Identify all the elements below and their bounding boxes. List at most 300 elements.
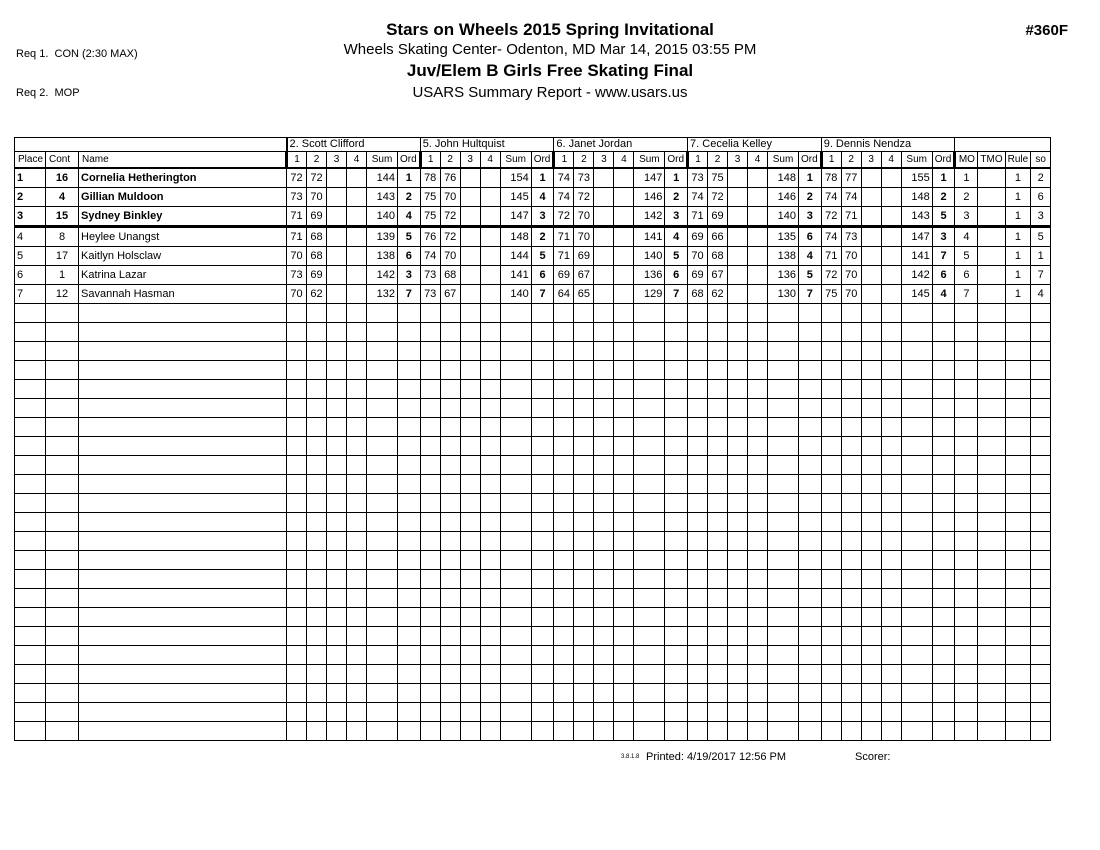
header-spacer-left	[15, 138, 287, 152]
cell-score	[460, 513, 480, 532]
cell-sum	[634, 513, 665, 532]
cell-score	[728, 418, 748, 437]
cell-sum	[768, 646, 799, 665]
cell-so	[1031, 475, 1051, 494]
cell-score	[574, 304, 594, 323]
cell-sum	[768, 437, 799, 456]
cell-score	[347, 168, 367, 188]
cell-score	[347, 703, 367, 722]
cell-score	[594, 418, 614, 437]
cell-score	[688, 703, 708, 722]
cell-name	[79, 627, 287, 646]
results-table	[14, 137, 1051, 741]
cell-so: 3	[1031, 207, 1051, 227]
cell-score: 69	[688, 266, 708, 285]
cell-score	[460, 247, 480, 266]
cell-sum: 140	[768, 207, 799, 227]
cell-so: 4	[1031, 285, 1051, 304]
cell-score	[688, 513, 708, 532]
cell-score: 69	[307, 207, 327, 227]
cell-score	[594, 570, 614, 589]
cell-tmo	[978, 608, 1005, 627]
cell-score	[881, 665, 901, 684]
cell-score	[861, 494, 881, 513]
cell-ord	[932, 627, 955, 646]
cell-score	[821, 570, 841, 589]
cell-score	[307, 456, 327, 475]
cell-score	[287, 684, 307, 703]
cell-score	[594, 608, 614, 627]
cell-tmo	[978, 722, 1005, 741]
cell-ord: 3	[932, 227, 955, 247]
cell-sum	[634, 323, 665, 342]
cell-score	[554, 703, 574, 722]
cell-rule	[1005, 551, 1031, 570]
cell-so	[1031, 703, 1051, 722]
cell-sum	[901, 323, 932, 342]
cell-sum	[500, 361, 531, 380]
cell-score	[327, 513, 347, 532]
cell-mo: 3	[955, 207, 978, 227]
cell-sum	[367, 684, 398, 703]
cell-sum: 143	[901, 207, 932, 227]
cell-place	[15, 627, 46, 646]
cell-ord	[799, 722, 822, 741]
cell-mo	[955, 722, 978, 741]
cell-score	[327, 494, 347, 513]
cell-score	[307, 418, 327, 437]
cell-name: Gillian Muldoon	[79, 188, 287, 207]
cell-score	[594, 646, 614, 665]
cell-score	[728, 342, 748, 361]
cell-score	[594, 266, 614, 285]
cell-sum	[500, 323, 531, 342]
cell-score	[594, 168, 614, 188]
cell-score: 73	[688, 168, 708, 188]
cell-sum	[500, 684, 531, 703]
cell-rule	[1005, 304, 1031, 323]
cell-sum: 129	[634, 285, 665, 304]
cell-score	[881, 494, 901, 513]
cell-score	[861, 551, 881, 570]
cell-score	[821, 551, 841, 570]
cell-score	[307, 589, 327, 608]
cell-ord	[665, 722, 688, 741]
cell-rule: 1	[1005, 207, 1031, 227]
cell-sum	[634, 475, 665, 494]
cell-score	[420, 513, 440, 532]
cell-sum	[634, 437, 665, 456]
cell-score	[708, 627, 728, 646]
cell-score	[594, 323, 614, 342]
cell-sum	[768, 570, 799, 589]
cell-ord: 5	[398, 227, 421, 247]
cell-ord	[398, 684, 421, 703]
cell-score	[614, 665, 634, 684]
cell-score	[748, 247, 768, 266]
cell-score	[748, 551, 768, 570]
cell-score	[861, 722, 881, 741]
judge-name: 6. Janet Jordan	[554, 138, 688, 152]
column-header-row	[15, 152, 1051, 169]
cell-score	[440, 551, 460, 570]
empty-row	[15, 684, 1051, 703]
cell-ord	[932, 703, 955, 722]
cell-ord	[665, 646, 688, 665]
cell-score	[480, 551, 500, 570]
cell-score	[440, 532, 460, 551]
empty-row	[15, 399, 1051, 418]
cell-score	[748, 168, 768, 188]
cell-score	[574, 380, 594, 399]
cell-mo	[955, 532, 978, 551]
cell-ord	[531, 665, 554, 684]
cell-sum	[901, 494, 932, 513]
cell-score	[480, 304, 500, 323]
cell-sum	[901, 513, 932, 532]
cell-score	[861, 665, 881, 684]
cell-score	[347, 684, 367, 703]
cell-score: 74	[554, 188, 574, 207]
cell-score	[554, 380, 574, 399]
cell-ord: 2	[799, 188, 822, 207]
cell-place	[15, 589, 46, 608]
cell-sum: 155	[901, 168, 932, 188]
cell-score	[307, 608, 327, 627]
cell-score	[708, 646, 728, 665]
cell-score	[287, 608, 307, 627]
cell-score	[861, 627, 881, 646]
cell-score: 71	[688, 207, 708, 227]
cell-score	[287, 418, 307, 437]
cell-ord	[799, 589, 822, 608]
cell-sum	[634, 665, 665, 684]
cell-sum	[901, 551, 932, 570]
cell-score	[440, 494, 460, 513]
cell-score	[708, 513, 728, 532]
cell-rule	[1005, 665, 1031, 684]
cell-sum	[901, 646, 932, 665]
cell-ord	[398, 399, 421, 418]
cell-score	[748, 188, 768, 207]
cell-score	[480, 285, 500, 304]
cell-score	[480, 513, 500, 532]
cell-score	[420, 323, 440, 342]
header-judge-col: Ord	[665, 152, 688, 169]
cell-so: 5	[1031, 227, 1051, 247]
cell-score: 72	[554, 207, 574, 227]
cell-score	[728, 608, 748, 627]
cell-ord	[665, 703, 688, 722]
cell-score	[594, 399, 614, 418]
cell-score	[480, 722, 500, 741]
judge-name: 2. Scott Clifford	[287, 138, 421, 152]
header-judge-col: 4	[347, 152, 367, 169]
cell-score	[554, 551, 574, 570]
cell-score	[708, 532, 728, 551]
cell-score	[554, 684, 574, 703]
cell-score	[881, 703, 901, 722]
cell-score: 71	[821, 247, 841, 266]
cell-cont	[46, 494, 79, 513]
cell-sum	[634, 703, 665, 722]
cell-ord	[665, 627, 688, 646]
cell-mo: 2	[955, 188, 978, 207]
report-footer	[0, 751, 1100, 767]
cell-ord	[665, 323, 688, 342]
cell-cont	[46, 475, 79, 494]
cell-ord	[398, 361, 421, 380]
cell-rule	[1005, 589, 1031, 608]
cell-sum	[634, 646, 665, 665]
cell-sum: 148	[901, 188, 932, 207]
cell-score	[440, 665, 460, 684]
cell-score	[841, 437, 861, 456]
cell-score	[881, 247, 901, 266]
cell-score	[594, 188, 614, 207]
cell-ord: 2	[665, 188, 688, 207]
cell-score	[287, 722, 307, 741]
cell-score	[881, 168, 901, 188]
cell-cont	[46, 456, 79, 475]
cell-score	[614, 494, 634, 513]
cell-score	[347, 399, 367, 418]
cell-score	[440, 418, 460, 437]
cell-ord	[799, 608, 822, 627]
cell-ord	[665, 494, 688, 513]
cell-ord: 7	[398, 285, 421, 304]
cell-score	[347, 608, 367, 627]
cell-sum	[367, 342, 398, 361]
cell-score	[460, 418, 480, 437]
cell-score	[708, 304, 728, 323]
cell-score	[287, 361, 307, 380]
cell-sum	[500, 304, 531, 323]
cell-score	[881, 207, 901, 227]
cell-score	[594, 437, 614, 456]
cell-score	[420, 646, 440, 665]
cell-score: 76	[420, 227, 440, 247]
cell-score	[420, 627, 440, 646]
cell-score	[327, 437, 347, 456]
cell-score	[327, 646, 347, 665]
cell-sum	[768, 475, 799, 494]
cell-score	[554, 570, 574, 589]
cell-score	[614, 513, 634, 532]
cell-score	[460, 227, 480, 247]
cell-place	[15, 323, 46, 342]
cell-score	[440, 304, 460, 323]
cell-sum: 130	[768, 285, 799, 304]
cell-ord	[398, 437, 421, 456]
cell-name	[79, 703, 287, 722]
cell-place	[15, 456, 46, 475]
cell-sum	[901, 703, 932, 722]
cell-ord: 6	[665, 266, 688, 285]
cell-score: 70	[287, 285, 307, 304]
cell-score	[327, 323, 347, 342]
header-judge-col: 2	[574, 152, 594, 169]
cell-score: 72	[287, 168, 307, 188]
cell-score	[748, 323, 768, 342]
cell-ord	[531, 494, 554, 513]
cell-mo: 1	[955, 168, 978, 188]
cell-sum	[367, 456, 398, 475]
cell-score	[347, 227, 367, 247]
cell-score	[574, 703, 594, 722]
cell-so	[1031, 513, 1051, 532]
cell-tmo	[978, 646, 1005, 665]
cell-score	[821, 703, 841, 722]
cell-sum	[901, 722, 932, 741]
cell-ord: 3	[531, 207, 554, 227]
cell-score	[440, 323, 460, 342]
cell-score: 62	[307, 285, 327, 304]
cell-place	[15, 570, 46, 589]
cell-cont	[46, 665, 79, 684]
cell-sum: 154	[500, 168, 531, 188]
cell-ord	[531, 551, 554, 570]
cell-score	[821, 437, 841, 456]
cell-score	[327, 551, 347, 570]
result-row	[15, 227, 1051, 247]
cell-sum: 138	[367, 247, 398, 266]
cell-score	[287, 646, 307, 665]
cell-score	[728, 188, 748, 207]
cell-tmo	[978, 532, 1005, 551]
cell-sum	[367, 627, 398, 646]
cell-sum	[901, 532, 932, 551]
cell-score: 69	[554, 266, 574, 285]
cell-ord	[665, 570, 688, 589]
cell-score: 75	[708, 168, 728, 188]
cell-tmo	[978, 456, 1005, 475]
cell-score	[708, 437, 728, 456]
cell-name	[79, 684, 287, 703]
cell-sum	[768, 722, 799, 741]
cell-ord	[799, 703, 822, 722]
cell-score	[440, 513, 460, 532]
cell-sum	[500, 551, 531, 570]
cell-score: 68	[307, 247, 327, 266]
cell-score: 74	[688, 188, 708, 207]
cell-score	[861, 703, 881, 722]
cell-score	[420, 494, 440, 513]
header-judge-col: 4	[614, 152, 634, 169]
cell-tmo	[978, 589, 1005, 608]
cell-mo: 5	[955, 247, 978, 266]
cell-sum	[768, 304, 799, 323]
cell-score	[594, 494, 614, 513]
cell-ord: 6	[398, 247, 421, 266]
cell-rule	[1005, 399, 1031, 418]
cell-score	[287, 627, 307, 646]
cell-ord	[531, 646, 554, 665]
cell-ord: 5	[932, 207, 955, 227]
cell-ord: 4	[799, 247, 822, 266]
cell-ord	[799, 627, 822, 646]
cell-score	[688, 646, 708, 665]
cell-rule: 1	[1005, 168, 1031, 188]
cell-sum	[901, 418, 932, 437]
cell-name	[79, 551, 287, 570]
cell-score	[480, 532, 500, 551]
cell-sum: 140	[500, 285, 531, 304]
cell-tmo	[978, 361, 1005, 380]
cell-score	[574, 475, 594, 494]
cell-sum	[768, 513, 799, 532]
cell-cont	[46, 627, 79, 646]
cell-sum	[634, 722, 665, 741]
cell-score	[728, 627, 748, 646]
cell-score	[327, 361, 347, 380]
cell-score	[708, 570, 728, 589]
cell-score	[748, 266, 768, 285]
cell-rule	[1005, 342, 1031, 361]
cell-score	[841, 627, 861, 646]
cell-score	[347, 665, 367, 684]
cell-score	[554, 608, 574, 627]
cell-ord	[531, 456, 554, 475]
cell-score	[480, 646, 500, 665]
cell-score	[420, 551, 440, 570]
cell-score	[881, 227, 901, 247]
cell-name	[79, 418, 287, 437]
cell-score	[594, 665, 614, 684]
result-row	[15, 188, 1051, 207]
cell-sum	[768, 494, 799, 513]
cell-score	[327, 532, 347, 551]
cell-rule	[1005, 646, 1031, 665]
cell-cont	[46, 399, 79, 418]
cell-score	[688, 665, 708, 684]
cell-score	[841, 399, 861, 418]
cell-sum	[367, 475, 398, 494]
cell-score	[440, 608, 460, 627]
cell-score	[748, 456, 768, 475]
cell-sum	[901, 589, 932, 608]
cell-score	[688, 494, 708, 513]
cell-tmo	[978, 399, 1005, 418]
cell-score	[748, 207, 768, 227]
cell-score	[594, 627, 614, 646]
cell-score	[460, 207, 480, 227]
cell-score	[574, 722, 594, 741]
cell-score	[728, 532, 748, 551]
cell-score	[821, 380, 841, 399]
cell-score	[594, 589, 614, 608]
cell-sum: 141	[901, 247, 932, 266]
header-judge-col: 1	[821, 152, 841, 169]
cell-ord	[398, 323, 421, 342]
cell-sum	[634, 418, 665, 437]
cell-score	[728, 168, 748, 188]
cell-score	[460, 627, 480, 646]
cell-score	[821, 304, 841, 323]
cell-so	[1031, 665, 1051, 684]
cell-name	[79, 494, 287, 513]
cell-score	[861, 380, 881, 399]
cell-ord	[799, 475, 822, 494]
cell-rule: 1	[1005, 285, 1031, 304]
cell-place	[15, 361, 46, 380]
cell-score	[708, 380, 728, 399]
cell-tmo	[978, 380, 1005, 399]
cell-sum	[500, 608, 531, 627]
cell-cont	[46, 361, 79, 380]
cell-ord	[665, 551, 688, 570]
cell-score: 75	[420, 188, 440, 207]
